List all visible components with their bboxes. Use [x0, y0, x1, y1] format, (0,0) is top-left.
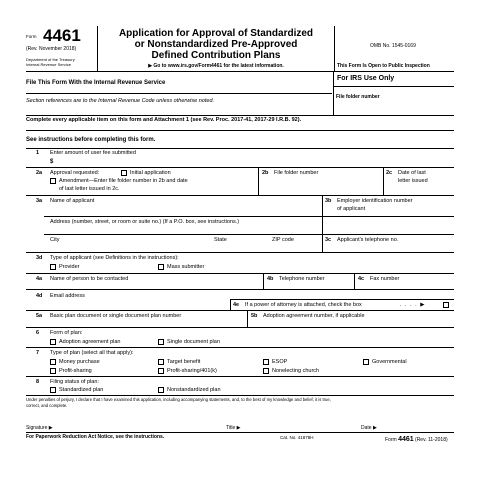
line-7-rule — [26, 376, 454, 377]
adoption-agreement-number-label: Adoption agreement number, if applicable — [263, 313, 365, 319]
profit-sharing-checkbox[interactable] — [50, 368, 56, 374]
line-8-number: 8 — [36, 379, 40, 385]
nonelecting-church-checkbox[interactable] — [263, 368, 269, 374]
nonstandardized-plan-checkbox[interactable] — [158, 387, 164, 393]
initial-application-checkbox[interactable] — [121, 170, 127, 176]
line-4a-rule — [26, 289, 454, 290]
provider-label: Provider — [59, 264, 80, 270]
date-input[interactable] — [378, 424, 452, 432]
user-fee-input[interactable] — [56, 157, 116, 165]
department-name: Department of the Treasury — [26, 57, 75, 62]
header-bottom-rule — [26, 71, 454, 72]
instructions-rule — [26, 130, 454, 131]
line-4c-divider — [354, 273, 355, 289]
paperwork-notice: For Paperwork Reduction Act Notice, see the instructions. — [26, 434, 165, 440]
public-inspection-notice: This Form Is Open to Public Inspection — [337, 63, 430, 69]
line-4e-top-rule — [230, 299, 454, 300]
form-title-line2: or Nonstandardized Pre-Approved — [134, 39, 298, 50]
profit-sharing-401k-label: Profit-sharing/401(k) — [167, 368, 217, 374]
email-input[interactable] — [110, 293, 230, 301]
money-purchase-checkbox[interactable] — [50, 359, 56, 365]
plan-number-label: Basic plan document or single document plan number — [50, 313, 182, 319]
perjury-statement-cont: correct, and complete. — [26, 403, 68, 408]
form-number: 4461 — [43, 26, 81, 45]
line-5b-number: 5b — [251, 313, 258, 319]
contact-name-label: Name of person to be contacted — [50, 276, 129, 282]
target-benefit-label: Target benefit — [167, 359, 201, 365]
signature-input[interactable] — [60, 424, 220, 432]
revision-date: (Rev. November 2018) — [26, 46, 77, 52]
line-3d-rule — [26, 273, 454, 274]
line-1-number: 1 — [36, 150, 40, 156]
line-4e-number: 4e — [233, 302, 240, 308]
applicant-phone-label: Applicant's telephone no. — [337, 237, 399, 243]
telephone-label: Telephone number — [279, 276, 325, 282]
title-label: Title ▶ — [226, 425, 241, 431]
file-folder-number-label: File folder number — [336, 94, 380, 100]
header-divider-left — [97, 26, 98, 71]
dot-leader: . . . . ▶ — [400, 302, 426, 308]
profit-sharing-label: Profit-sharing — [59, 368, 92, 374]
line-3-rule — [26, 252, 454, 253]
governmental-checkbox[interactable] — [363, 359, 369, 365]
amendment-checkbox[interactable] — [50, 178, 56, 184]
line-6-rule — [26, 347, 454, 348]
line-4b-number: 4b — [267, 276, 274, 282]
signature-label: Signature ▶ — [26, 425, 53, 431]
nonelecting-church-label: Nonelecting church — [272, 368, 320, 374]
profit-sharing-401k-checkbox[interactable] — [158, 368, 164, 374]
line-8-rule — [26, 395, 454, 396]
title-input[interactable] — [248, 424, 358, 432]
form-of-plan-label: Form of plan: — [50, 330, 83, 336]
address-rule — [44, 234, 454, 235]
form-title-line3: Defined Contribution Plans — [151, 50, 281, 61]
catalog-number: Cat. No. 41878H — [280, 435, 314, 440]
line-3d-number: 3d — [36, 255, 43, 261]
zip-code-label: ZIP code — [272, 237, 294, 243]
applicant-phone-input[interactable] — [337, 245, 451, 251]
amendment-label: Amendment—Enter file folder number in 2b and date — [59, 178, 188, 184]
single-document-plan-checkbox[interactable] — [158, 339, 164, 345]
dollar-sign: $ — [50, 159, 54, 165]
adoption-agreement-plan-label: Adoption agreement plan — [59, 339, 121, 345]
user-fee-label: Enter amount of user fee submitted — [50, 150, 136, 156]
complete-instructions: Complete every applicable item on this form and Attachment 1 (see Rev. Proc. 2017-41, 2017-29 I.R.B. 92). — [26, 117, 302, 123]
header-divider-right — [334, 26, 335, 71]
line-4d-number: 4d — [36, 293, 43, 299]
line-5a-number: 5a — [36, 313, 43, 319]
line-4c-number: 4c — [358, 276, 365, 282]
esop-label: ESOP — [272, 359, 288, 365]
provider-checkbox[interactable] — [50, 264, 56, 270]
amendment-label-cont: of last letter issued in 2c. — [59, 186, 120, 192]
line-3b-divider — [322, 195, 323, 252]
line-1-rule — [26, 167, 454, 168]
line-2-rule — [26, 195, 454, 196]
state-label: State — [214, 237, 227, 243]
target-benefit-checkbox[interactable] — [158, 359, 164, 365]
footer-form-label — [385, 436, 448, 443]
city-state-zip-input[interactable] — [50, 245, 320, 251]
line-3a-number: 3a — [36, 198, 43, 204]
initial-application-label: Initial application — [130, 170, 171, 176]
applicant-name-input[interactable] — [50, 207, 320, 216]
line-4a-number: 4a — [36, 276, 43, 282]
form-title-line1: Application for Approval of Standardized — [118, 28, 314, 39]
esop-checkbox[interactable] — [263, 359, 269, 365]
line-4-rule — [26, 310, 454, 311]
single-document-plan-label: Single document plan — [167, 339, 220, 345]
filing-status-label: Filing status of plan: — [50, 379, 99, 385]
approval-requested-label: Approval requested: — [50, 170, 100, 176]
irs-use-box-left — [333, 71, 334, 115]
date-label: Date ▶ — [361, 425, 377, 431]
file-folder-label: File folder number — [274, 170, 319, 176]
line-5-rule — [26, 327, 454, 328]
ein-label: Employer identification number — [337, 198, 413, 204]
line-2c-divider — [383, 167, 384, 195]
irs-website-link[interactable]: ▶ Go to www.irs.gov/Form4461 for the latest information. — [148, 63, 284, 69]
money-purchase-label: Money purchase — [59, 359, 100, 365]
agency-name: Internal Revenue Service — [26, 62, 71, 67]
power-of-attorney-label: If a power of attorney is attached, check the box — [245, 302, 362, 308]
line-3b-number: 3b — [325, 198, 332, 204]
line-6-number: 6 — [36, 330, 40, 336]
signature-rule — [26, 432, 454, 433]
irs-use-only: For IRS Use Only — [337, 75, 395, 82]
type-of-plan-label: Type of plan (select all that apply): — [50, 350, 134, 356]
footer-form-number: 4461 — [398, 436, 414, 443]
line-5b-divider — [247, 310, 248, 327]
address-input[interactable] — [50, 227, 320, 233]
governmental-label: Governmental — [372, 359, 407, 365]
footer-form-prefix: Form — [385, 437, 397, 443]
line-2b-divider — [258, 167, 259, 195]
section-top-rule — [26, 148, 454, 149]
applicant-name-rule — [44, 216, 454, 217]
date-last-letter-label-cont: letter issued — [398, 178, 428, 184]
line-4e-divider — [230, 299, 231, 310]
mass-submitter-label: Mass submitter — [167, 264, 205, 270]
line-2c-number: 2c — [386, 170, 393, 176]
adoption-agreement-plan-checkbox[interactable] — [50, 339, 56, 345]
address-label: Address (number, street, or room or suite no.) (If a P.O. box, see instructions.) — [50, 219, 240, 225]
power-of-attorney-checkbox[interactable] — [443, 302, 449, 308]
city-label: City — [50, 237, 60, 243]
perjury-statement: Under penalties of perjury, I declare that I have examined this application, including accompanying statements, and, to the best of my knowledge and belief, it is true, — [26, 397, 331, 402]
form-label: Form — [26, 34, 37, 39]
see-instructions: See instructions before completing this form. — [26, 137, 156, 143]
line-2b-number: 2b — [262, 170, 269, 176]
mass-submitter-checkbox[interactable] — [158, 264, 164, 270]
nonstandardized-plan-label: Nonstandardized plan — [167, 387, 221, 393]
line-3c-number: 3c — [325, 237, 332, 243]
ein-label-cont: of applicant — [337, 206, 366, 212]
file-row-divider — [26, 93, 332, 94]
standardized-plan-label: Standardized plan — [59, 387, 104, 393]
irs-use-divider — [333, 86, 454, 87]
standardized-plan-checkbox[interactable] — [50, 387, 56, 393]
footer-revision: (Rev. 11-2018) — [415, 437, 448, 443]
date-last-letter-label: Date of last — [398, 170, 426, 176]
file-row-bottom-rule — [26, 115, 454, 116]
code-references-note: Section references are to the Internal Revenue Code unless otherwise noted. — [26, 98, 215, 104]
file-with-irs: File This Form With the Internal Revenue Service — [26, 80, 166, 86]
line-7-number: 7 — [36, 350, 40, 356]
fax-label: Fax number — [370, 276, 400, 282]
line-4b-divider — [263, 273, 264, 289]
file-folder-input[interactable] — [262, 180, 382, 192]
email-label: Email address — [50, 293, 85, 299]
line-2a-number: 2a — [36, 170, 43, 176]
applicant-type-label: Type of applicant (see Definitions in the instructions): — [50, 255, 179, 261]
date-last-letter-input[interactable] — [386, 186, 452, 194]
omb-number: OMB No. 1545-0169 — [370, 43, 416, 49]
applicant-name-label: Name of applicant — [50, 198, 95, 204]
